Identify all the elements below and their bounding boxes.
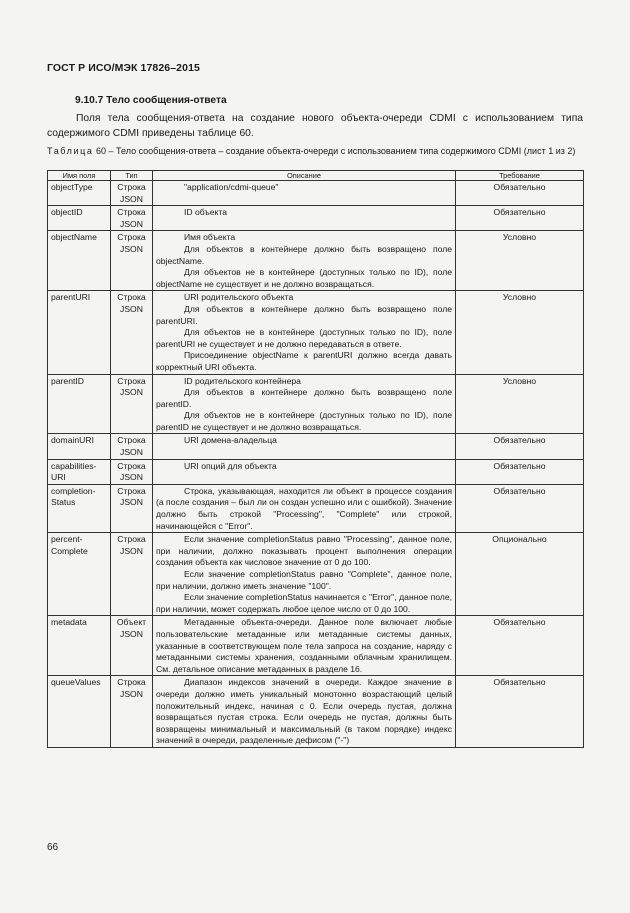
table-row (48, 374, 584, 434)
description-cell (153, 374, 456, 434)
requirement-cell: Обязательно (456, 206, 584, 231)
description-paragraph: Метаданные объекта-очереди. Данное поле включает любые пользовательские метаданные или метаданные системы данных, указанные в соответствующем поле тела запроса на создание, наряду с метаданными системы хранения, созданными облачным хранилищем. См. детальное описание метаданных в разделе 16. (156, 617, 452, 674)
description-cell (153, 231, 456, 291)
table-row (48, 676, 584, 748)
header-requirement: Требование (456, 171, 584, 181)
description-paragraph: ID родительского контейнера (184, 375, 301, 386)
description-paragraph: Присоединение objectName к parentURI должно всегда давать корректный URI объекта. (156, 350, 452, 372)
type-cell: Строка JSON (111, 231, 153, 291)
table-row (48, 206, 584, 231)
field-name-cell: domainURI (48, 434, 111, 459)
type-cell: Строка JSON (111, 206, 153, 231)
description-cell (153, 616, 456, 676)
description-cell (153, 459, 456, 484)
requirement-cell: Обязательно (456, 459, 584, 484)
description-paragraph: Если значение completionStatus равно "Complete", данное поле, при наличии, должно иметь значение "100". (156, 569, 452, 591)
requirement-cell: Обязательно (456, 616, 584, 676)
description-cell (153, 181, 456, 206)
table-header-row (48, 171, 584, 181)
field-name-cell: percent-Complete (48, 533, 111, 616)
description-paragraph: Для объектов в контейнере должно быть возвращено поле parentID. (156, 387, 452, 409)
header-type: Тип (111, 171, 153, 181)
requirement-cell: Опционально (456, 533, 584, 616)
table-row (48, 533, 584, 616)
table-row (48, 231, 584, 291)
description-paragraph: URI опций для объекта (184, 460, 277, 471)
field-name-cell: queueValues (48, 676, 111, 748)
type-cell: Строка JSON (111, 459, 153, 484)
description-paragraph: Строка, указывающая, находится ли объект в процессе создания (а после создания – был ли он создан успешно или с ошибкой). Значение должно быть строкой "Processing", "Complete" или строкой, начинающейся с "Error". (156, 485, 452, 531)
description-paragraph: URI родительского объекта (184, 292, 294, 303)
description-paragraph: Для объектов не в контейнере (доступных только по ID), поле objectName не существует и не должно возвращаться. (156, 267, 452, 289)
table-row (48, 616, 584, 676)
type-cell: Строка JSON (111, 676, 153, 748)
fields-table (47, 170, 584, 748)
table-caption-text: 60 – Тело сообщения-ответа – создание объекта-очереди с использованием типа содержимого CDMI (лист 1 из 2) (93, 146, 576, 156)
requirement-cell: Обязательно (456, 484, 584, 532)
table-row (48, 459, 584, 484)
description-paragraph: Для объектов не в контейнере (доступных только по ID), поле parentID не существует и не должно возвращаться. (156, 410, 452, 432)
section-heading: 9.10.7 Тело сообщения-ответа (75, 95, 227, 106)
requirement-cell: Обязательно (456, 181, 584, 206)
table-caption-label: Таблица (47, 146, 94, 156)
requirement-cell: Условно (456, 291, 584, 374)
table-row (48, 181, 584, 206)
type-cell: Строка JSON (111, 434, 153, 459)
description-paragraph: URI домена-владельца (184, 435, 277, 446)
requirement-cell: Условно (456, 231, 584, 291)
description-cell (153, 533, 456, 616)
requirement-cell: Обязательно (456, 676, 584, 748)
description-cell (153, 206, 456, 231)
description-paragraph: Если значение completionStatus равно "Processing", данное поле, при наличии, должно показывать процент выполнения операции создания объекта как числовое значение от 0 до 100. (156, 534, 452, 568)
type-cell: Объект JSON (111, 616, 153, 676)
description-paragraph: Диапазон индексов значений в очереди. Каждое значение в очереди должно иметь уникальный монотонно возрастающий целый положительный индекс, начиная с 0. Если очередь пустая, должна возвращаться пустая строка. Если очередь не пустая, должны быть возвращены минимальный и максимальный (в таком порядке) индекс значений в очереди, разделенные дефисом ("-") (156, 677, 452, 746)
type-cell: Строка JSON (111, 533, 153, 616)
description-paragraph: Для объектов в контейнере должно быть возвращено поле parentURI. (156, 303, 452, 326)
description-paragraph: Для объектов в контейнере должно быть возвращено поле objectName. (156, 243, 452, 266)
table-body (48, 181, 584, 748)
field-name-cell: parentID (48, 374, 111, 434)
description-cell (153, 484, 456, 532)
table-caption (47, 146, 587, 157)
header-field-name: Имя поля (48, 171, 111, 181)
field-name-cell: objectID (48, 206, 111, 231)
type-cell: Строка JSON (111, 181, 153, 206)
table-row (48, 291, 584, 374)
field-name-cell: metadata (48, 616, 111, 676)
field-name-cell: completion-Status (48, 484, 111, 532)
type-cell: Строка JSON (111, 374, 153, 434)
description-paragraph: ID объекта (184, 207, 228, 218)
page-number: 66 (47, 842, 59, 853)
description-paragraph: Если значение completionStatus начинается с "Error", данное поле, при наличии, может содержать любое целое число от 0 до 100. (156, 592, 452, 614)
intro-paragraph: Поля тела сообщения-ответа на создание нового объекта-очереди CDMI с использованием типа содержимого CDMI приведены таблице 60. (47, 113, 583, 139)
field-name-cell: capabilities-URI (48, 459, 111, 484)
requirement-cell: Обязательно (456, 434, 584, 459)
field-name-cell: objectName (48, 231, 111, 291)
description-paragraph: Имя объекта (184, 232, 236, 243)
description-paragraph: "application/cdmi-queue" (184, 182, 279, 192)
description-cell (153, 291, 456, 374)
description-paragraph: Для объектов не в контейнере (доступных только по ID), поле parentURI не существует и не должно передаваться в ответе. (156, 327, 452, 349)
requirement-cell: Условно (456, 374, 584, 434)
header-description: Описание (153, 171, 456, 181)
table-row (48, 434, 584, 459)
standard-header: ГОСТ Р ИСО/МЭК 17826–2015 (47, 62, 200, 74)
field-name-cell: parentURI (48, 291, 111, 374)
type-cell: Строка JSON (111, 291, 153, 374)
description-cell (153, 434, 456, 459)
description-cell (153, 676, 456, 748)
type-cell: Строка JSON (111, 484, 153, 532)
field-name-cell: objectType (48, 181, 111, 206)
table-row (48, 484, 584, 532)
